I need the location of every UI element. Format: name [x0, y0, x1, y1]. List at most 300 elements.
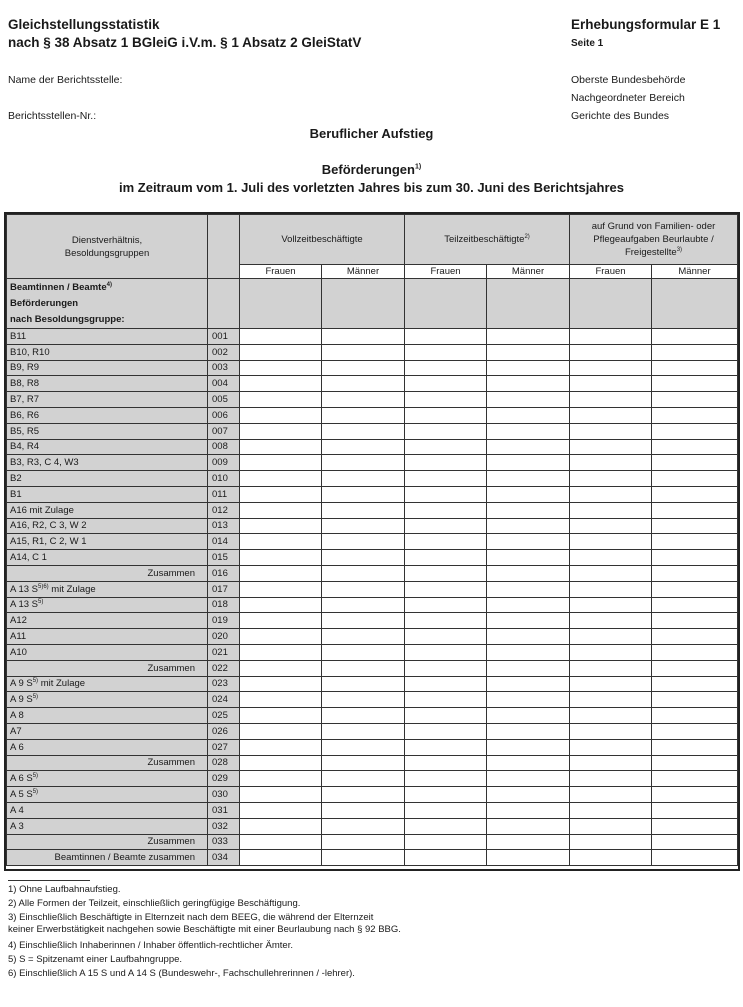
- row-code: 009: [208, 455, 240, 471]
- input-cell-vollzeit-frauen[interactable]: [240, 787, 322, 803]
- row-code: 019: [208, 613, 240, 629]
- input-cell-beurlaubte-frauen[interactable]: [570, 660, 652, 676]
- input-cell-beurlaubte-maenner[interactable]: [652, 850, 738, 866]
- subheader-vollzeit-maenner: Männer: [322, 265, 405, 279]
- table-row: [7, 407, 738, 423]
- input-cell-beurlaubte-frauen[interactable]: [570, 613, 652, 629]
- input-cell-vollzeit-frauen[interactable]: [240, 676, 322, 692]
- input-cell-beurlaubte-maenner[interactable]: [652, 755, 738, 771]
- authority-option-gerichte[interactable]: Gerichte des Bundes: [571, 110, 670, 122]
- input-cell-beurlaubte-frauen[interactable]: [570, 392, 652, 408]
- input-cell-vollzeit-maenner[interactable]: [322, 771, 405, 787]
- input-cell-teilzeit-frauen[interactable]: [405, 344, 487, 360]
- section-heading-cell: [405, 279, 487, 329]
- input-cell-teilzeit-frauen[interactable]: [405, 597, 487, 613]
- input-cell-teilzeit-maenner[interactable]: [487, 550, 570, 566]
- input-cell-vollzeit-maenner[interactable]: [322, 739, 405, 755]
- input-cell-beurlaubte-maenner[interactable]: [652, 392, 738, 408]
- input-cell-teilzeit-maenner[interactable]: [487, 329, 570, 345]
- subheader-vollzeit-frauen: Frauen: [240, 265, 322, 279]
- footnote-2: 2) Alle Formen der Teilzeit, einschließlich geringfügige Beschäftigung.: [8, 898, 301, 909]
- input-cell-vollzeit-maenner[interactable]: [322, 407, 405, 423]
- row-code: 023: [208, 676, 240, 692]
- row-label: Beamtinnen / Beamte zusammen: [7, 850, 208, 866]
- promotions-table: [6, 214, 738, 866]
- input-cell-teilzeit-maenner[interactable]: [487, 376, 570, 392]
- input-cell-teilzeit-frauen[interactable]: [405, 613, 487, 629]
- input-cell-vollzeit-maenner[interactable]: [322, 502, 405, 518]
- input-cell-teilzeit-maenner[interactable]: [487, 771, 570, 787]
- row-code: 025: [208, 708, 240, 724]
- row-label: Zusammen: [7, 755, 208, 771]
- input-cell-teilzeit-frauen[interactable]: [405, 660, 487, 676]
- input-cell-teilzeit-frauen[interactable]: [405, 708, 487, 724]
- input-cell-beurlaubte-frauen[interactable]: [570, 676, 652, 692]
- input-cell-teilzeit-maenner[interactable]: [487, 644, 570, 660]
- input-cell-beurlaubte-maenner[interactable]: [652, 708, 738, 724]
- input-cell-vollzeit-maenner[interactable]: [322, 550, 405, 566]
- input-cell-beurlaubte-frauen[interactable]: [570, 423, 652, 439]
- input-cell-beurlaubte-frauen[interactable]: [570, 597, 652, 613]
- input-cell-vollzeit-maenner[interactable]: [322, 629, 405, 645]
- section-heading-cell: [570, 279, 652, 329]
- row-label: A 13 $S^{5)6)}$ mit Zulage: [7, 581, 208, 597]
- footnote-6: 6) Einschließlich A 15 S und A 14 S (Bundeswehr-, Fachschullehrerinnen / -lehrer).: [8, 968, 355, 979]
- input-cell-beurlaubte-frauen[interactable]: [570, 802, 652, 818]
- input-cell-teilzeit-frauen[interactable]: [405, 739, 487, 755]
- input-cell-beurlaubte-maenner[interactable]: [652, 423, 738, 439]
- row-code: 001: [208, 329, 240, 345]
- input-cell-vollzeit-frauen[interactable]: [240, 518, 322, 534]
- input-cell-beurlaubte-maenner[interactable]: [652, 329, 738, 345]
- input-cell-teilzeit-frauen[interactable]: [405, 407, 487, 423]
- footnote-5: 5) S = Spitzenamt einer Laufbahngruppe.: [8, 954, 183, 965]
- input-cell-teilzeit-maenner[interactable]: [487, 818, 570, 834]
- footnote-rule: [8, 880, 90, 881]
- row-code: 029: [208, 771, 240, 787]
- row-label: Zusammen: [7, 660, 208, 676]
- input-cell-beurlaubte-frauen[interactable]: [570, 739, 652, 755]
- input-cell-beurlaubte-frauen[interactable]: [570, 787, 652, 803]
- row-label: A16, R2, C 3, W 2: [7, 518, 208, 534]
- input-cell-teilzeit-maenner[interactable]: [487, 407, 570, 423]
- input-cell-teilzeit-frauen[interactable]: [405, 771, 487, 787]
- input-cell-vollzeit-maenner[interactable]: [322, 329, 405, 345]
- input-cell-beurlaubte-maenner[interactable]: [652, 629, 738, 645]
- input-cell-vollzeit-frauen[interactable]: [240, 692, 322, 708]
- input-cell-beurlaubte-maenner[interactable]: [652, 787, 738, 803]
- table-row: [7, 660, 738, 676]
- input-cell-teilzeit-maenner[interactable]: [487, 802, 570, 818]
- input-cell-vollzeit-maenner[interactable]: [322, 581, 405, 597]
- input-cell-beurlaubte-frauen[interactable]: [570, 376, 652, 392]
- input-cell-vollzeit-maenner[interactable]: [322, 455, 405, 471]
- input-cell-vollzeit-frauen[interactable]: [240, 455, 322, 471]
- input-cell-vollzeit-maenner[interactable]: [322, 692, 405, 708]
- table-row: [7, 802, 738, 818]
- row-label: B5, R5: [7, 423, 208, 439]
- input-cell-vollzeit-frauen[interactable]: [240, 502, 322, 518]
- input-cell-teilzeit-frauen[interactable]: [405, 692, 487, 708]
- input-cell-vollzeit-frauen[interactable]: [240, 581, 322, 597]
- input-cell-beurlaubte-maenner[interactable]: [652, 771, 738, 787]
- row-label: A10: [7, 644, 208, 660]
- input-cell-vollzeit-frauen[interactable]: [240, 660, 322, 676]
- row-label: A 8: [7, 708, 208, 724]
- authority-option-oberste[interactable]: Oberste Bundesbehörde: [571, 74, 686, 86]
- table-row: [7, 550, 738, 566]
- input-cell-vollzeit-maenner[interactable]: [322, 787, 405, 803]
- input-cell-beurlaubte-frauen[interactable]: [570, 723, 652, 739]
- row-code: 033: [208, 834, 240, 850]
- form-table-frame: [4, 212, 740, 871]
- input-cell-vollzeit-frauen[interactable]: [240, 739, 322, 755]
- input-cell-teilzeit-maenner[interactable]: [487, 423, 570, 439]
- row-label: B6, R6: [7, 407, 208, 423]
- input-cell-vollzeit-maenner[interactable]: [322, 344, 405, 360]
- section-heading-cell: [487, 279, 570, 329]
- input-cell-beurlaubte-maenner[interactable]: [652, 486, 738, 502]
- input-cell-beurlaubte-maenner[interactable]: [652, 439, 738, 455]
- input-cell-teilzeit-frauen[interactable]: [405, 423, 487, 439]
- input-cell-vollzeit-maenner[interactable]: [322, 755, 405, 771]
- table-row: [7, 787, 738, 803]
- row-label: A 6 $S^{5)}$: [7, 771, 208, 787]
- input-cell-vollzeit-frauen[interactable]: [240, 376, 322, 392]
- row-code: 028: [208, 755, 240, 771]
- table-row: [7, 755, 738, 771]
- input-cell-beurlaubte-maenner[interactable]: [652, 818, 738, 834]
- input-cell-teilzeit-maenner[interactable]: [487, 471, 570, 487]
- input-cell-vollzeit-frauen[interactable]: [240, 329, 322, 345]
- input-cell-teilzeit-frauen[interactable]: [405, 392, 487, 408]
- input-cell-beurlaubte-frauen[interactable]: [570, 407, 652, 423]
- input-cell-teilzeit-maenner[interactable]: [487, 502, 570, 518]
- input-cell-beurlaubte-maenner[interactable]: [652, 550, 738, 566]
- section-heading-cell: [652, 279, 738, 329]
- row-code: 010: [208, 471, 240, 487]
- row-code: 005: [208, 392, 240, 408]
- input-cell-teilzeit-frauen[interactable]: [405, 455, 487, 471]
- input-cell-beurlaubte-frauen[interactable]: [570, 755, 652, 771]
- input-cell-teilzeit-maenner[interactable]: [487, 708, 570, 724]
- input-cell-vollzeit-maenner[interactable]: [322, 471, 405, 487]
- input-cell-vollzeit-frauen[interactable]: [240, 534, 322, 550]
- input-cell-beurlaubte-maenner[interactable]: [652, 360, 738, 376]
- input-cell-teilzeit-maenner[interactable]: [487, 723, 570, 739]
- input-cell-beurlaubte-frauen[interactable]: [570, 518, 652, 534]
- input-cell-vollzeit-maenner[interactable]: [322, 376, 405, 392]
- input-cell-beurlaubte-maenner[interactable]: [652, 565, 738, 581]
- input-cell-teilzeit-frauen[interactable]: [405, 850, 487, 866]
- input-cell-beurlaubte-frauen[interactable]: [570, 581, 652, 597]
- subheader-teilzeit-maenner: Männer: [487, 265, 570, 279]
- input-cell-beurlaubte-maenner[interactable]: [652, 502, 738, 518]
- input-cell-teilzeit-frauen[interactable]: [405, 502, 487, 518]
- input-cell-teilzeit-maenner[interactable]: [487, 676, 570, 692]
- row-label: A 9 $S^{5)}$: [7, 692, 208, 708]
- input-cell-beurlaubte-frauen[interactable]: [570, 644, 652, 660]
- col-header-dienstverhaeltnis: Dienstverhältnis, Besoldungsgruppen: [7, 215, 208, 279]
- input-cell-teilzeit-maenner[interactable]: [487, 787, 570, 803]
- table-row: [7, 676, 738, 692]
- input-cell-teilzeit-frauen[interactable]: [405, 581, 487, 597]
- input-cell-beurlaubte-maenner[interactable]: [652, 644, 738, 660]
- input-cell-vollzeit-maenner[interactable]: [322, 676, 405, 692]
- input-cell-beurlaubte-frauen[interactable]: [570, 834, 652, 850]
- input-cell-teilzeit-frauen[interactable]: [405, 471, 487, 487]
- row-label: A 5 $S^{5)}$: [7, 787, 208, 803]
- row-label: B4, R4: [7, 439, 208, 455]
- row-code: 024: [208, 692, 240, 708]
- row-code: 012: [208, 502, 240, 518]
- table-row: [7, 692, 738, 708]
- footnote-1: 1) Ohne Laufbahnaufstieg.: [8, 884, 121, 895]
- row-code: 021: [208, 644, 240, 660]
- input-cell-beurlaubte-frauen[interactable]: [570, 471, 652, 487]
- section-heading-code: [208, 279, 240, 329]
- input-cell-vollzeit-frauen[interactable]: [240, 771, 322, 787]
- row-code: 006: [208, 407, 240, 423]
- row-code: 017: [208, 581, 240, 597]
- input-cell-vollzeit-frauen[interactable]: [240, 755, 322, 771]
- input-cell-vollzeit-maenner[interactable]: [322, 518, 405, 534]
- input-cell-teilzeit-frauen[interactable]: [405, 534, 487, 550]
- section-heading-cell: [240, 279, 322, 329]
- input-cell-teilzeit-maenner[interactable]: [487, 834, 570, 850]
- input-cell-beurlaubte-maenner[interactable]: [652, 660, 738, 676]
- input-cell-teilzeit-frauen[interactable]: [405, 376, 487, 392]
- input-cell-beurlaubte-frauen[interactable]: [570, 329, 652, 345]
- input-cell-vollzeit-maenner[interactable]: [322, 850, 405, 866]
- input-cell-beurlaubte-frauen[interactable]: [570, 439, 652, 455]
- row-label: B10, R10: [7, 344, 208, 360]
- input-cell-teilzeit-maenner[interactable]: [487, 739, 570, 755]
- row-label: B1: [7, 486, 208, 502]
- input-cell-vollzeit-frauen[interactable]: [240, 392, 322, 408]
- input-cell-teilzeit-maenner[interactable]: [487, 660, 570, 676]
- input-cell-teilzeit-frauen[interactable]: [405, 818, 487, 834]
- row-code: 004: [208, 376, 240, 392]
- input-cell-teilzeit-frauen[interactable]: [405, 787, 487, 803]
- input-cell-beurlaubte-maenner[interactable]: [652, 471, 738, 487]
- input-cell-teilzeit-maenner[interactable]: [487, 581, 570, 597]
- input-cell-teilzeit-maenner[interactable]: [487, 629, 570, 645]
- col-header-vollzeit: Vollzeitbeschäftigte: [240, 215, 405, 265]
- input-cell-beurlaubte-frauen[interactable]: [570, 565, 652, 581]
- input-cell-vollzeit-maenner[interactable]: [322, 597, 405, 613]
- input-cell-beurlaubte-maenner[interactable]: [652, 518, 738, 534]
- input-cell-vollzeit-maenner[interactable]: [322, 423, 405, 439]
- section-heading-cell: [322, 279, 405, 329]
- input-cell-vollzeit-maenner[interactable]: [322, 392, 405, 408]
- row-code: 003: [208, 360, 240, 376]
- input-cell-vollzeit-frauen[interactable]: [240, 644, 322, 660]
- input-cell-vollzeit-frauen[interactable]: [240, 723, 322, 739]
- input-cell-beurlaubte-maenner[interactable]: [652, 613, 738, 629]
- table-row: [7, 439, 738, 455]
- input-cell-beurlaubte-maenner[interactable]: [652, 376, 738, 392]
- table-row: [7, 850, 738, 866]
- input-cell-vollzeit-frauen[interactable]: [240, 597, 322, 613]
- input-cell-teilzeit-frauen[interactable]: [405, 360, 487, 376]
- row-code: 016: [208, 565, 240, 581]
- table-row: [7, 597, 738, 613]
- input-cell-vollzeit-frauen[interactable]: [240, 850, 322, 866]
- input-cell-teilzeit-maenner[interactable]: [487, 534, 570, 550]
- input-cell-vollzeit-frauen[interactable]: [240, 550, 322, 566]
- form-title-line2: nach § 38 Absatz 1 BGleiG i.V.m. § 1 Absatz 2 GleiStatV: [8, 35, 362, 50]
- table-row: [7, 771, 738, 787]
- table-row: [7, 644, 738, 660]
- input-cell-beurlaubte-frauen[interactable]: [570, 455, 652, 471]
- input-cell-vollzeit-maenner[interactable]: [322, 708, 405, 724]
- row-label: A14, C 1: [7, 550, 208, 566]
- table-row: [7, 471, 738, 487]
- table-row: [7, 518, 738, 534]
- table-row: [7, 360, 738, 376]
- footnote-4: 4) Einschließlich Inhaberinnen / Inhaber öffentlich-rechtlicher Ämter.: [8, 940, 293, 951]
- table-row: [7, 629, 738, 645]
- table-row: [7, 565, 738, 581]
- row-label: A 9 $S^{5)}$ mit Zulage: [7, 676, 208, 692]
- input-cell-vollzeit-frauen[interactable]: [240, 565, 322, 581]
- input-cell-beurlaubte-maenner[interactable]: [652, 676, 738, 692]
- input-cell-vollzeit-frauen[interactable]: [240, 802, 322, 818]
- input-cell-vollzeit-frauen[interactable]: [240, 629, 322, 645]
- input-cell-beurlaubte-maenner[interactable]: [652, 581, 738, 597]
- input-cell-beurlaubte-frauen[interactable]: [570, 771, 652, 787]
- input-cell-beurlaubte-maenner[interactable]: [652, 455, 738, 471]
- row-code: 011: [208, 486, 240, 502]
- input-cell-vollzeit-maenner[interactable]: [322, 613, 405, 629]
- input-cell-vollzeit-frauen[interactable]: [240, 471, 322, 487]
- row-label: A 6: [7, 739, 208, 755]
- input-cell-beurlaubte-maenner[interactable]: [652, 723, 738, 739]
- input-cell-vollzeit-frauen[interactable]: [240, 344, 322, 360]
- input-cell-vollzeit-frauen[interactable]: [240, 360, 322, 376]
- input-cell-vollzeit-frauen[interactable]: [240, 407, 322, 423]
- input-cell-beurlaubte-maenner[interactable]: [652, 802, 738, 818]
- input-cell-vollzeit-maenner[interactable]: [322, 723, 405, 739]
- input-cell-beurlaubte-maenner[interactable]: [652, 534, 738, 550]
- input-cell-teilzeit-maenner[interactable]: [487, 486, 570, 502]
- input-cell-teilzeit-frauen[interactable]: [405, 723, 487, 739]
- input-cell-vollzeit-maenner[interactable]: [322, 818, 405, 834]
- input-cell-beurlaubte-frauen[interactable]: [570, 708, 652, 724]
- authority-option-nachgeordnet[interactable]: Nachgeordneter Bereich: [571, 92, 685, 104]
- input-cell-teilzeit-maenner[interactable]: [487, 392, 570, 408]
- input-cell-teilzeit-frauen[interactable]: [405, 439, 487, 455]
- input-cell-vollzeit-maenner[interactable]: [322, 360, 405, 376]
- input-cell-vollzeit-maenner[interactable]: [322, 439, 405, 455]
- input-cell-vollzeit-frauen[interactable]: [240, 423, 322, 439]
- input-cell-teilzeit-maenner[interactable]: [487, 597, 570, 613]
- input-cell-beurlaubte-frauen[interactable]: [570, 486, 652, 502]
- input-cell-teilzeit-maenner[interactable]: [487, 439, 570, 455]
- table-row: [7, 486, 738, 502]
- input-cell-teilzeit-frauen[interactable]: [405, 329, 487, 345]
- input-cell-vollzeit-maenner[interactable]: [322, 834, 405, 850]
- table-row: [7, 818, 738, 834]
- input-cell-beurlaubte-frauen[interactable]: [570, 818, 652, 834]
- input-cell-beurlaubte-frauen[interactable]: [570, 629, 652, 645]
- input-cell-teilzeit-frauen[interactable]: [405, 629, 487, 645]
- table-row: [7, 581, 738, 597]
- row-label: A 3: [7, 818, 208, 834]
- input-cell-teilzeit-frauen[interactable]: [405, 550, 487, 566]
- input-cell-teilzeit-frauen[interactable]: [405, 676, 487, 692]
- input-cell-teilzeit-frauen[interactable]: [405, 644, 487, 660]
- row-code: 007: [208, 423, 240, 439]
- input-cell-teilzeit-maenner[interactable]: [487, 455, 570, 471]
- input-cell-beurlaubte-maenner[interactable]: [652, 597, 738, 613]
- input-cell-beurlaubte-frauen[interactable]: [570, 360, 652, 376]
- input-cell-beurlaubte-frauen[interactable]: [570, 692, 652, 708]
- input-cell-teilzeit-frauen[interactable]: [405, 834, 487, 850]
- input-cell-teilzeit-maenner[interactable]: [487, 692, 570, 708]
- input-cell-beurlaubte-maenner[interactable]: [652, 692, 738, 708]
- input-cell-teilzeit-frauen[interactable]: [405, 802, 487, 818]
- input-cell-teilzeit-maenner[interactable]: [487, 850, 570, 866]
- table-row: [7, 534, 738, 550]
- row-code: 022: [208, 660, 240, 676]
- subheader-teilzeit-frauen: Frauen: [405, 265, 487, 279]
- input-cell-vollzeit-maenner[interactable]: [322, 534, 405, 550]
- input-cell-beurlaubte-frauen[interactable]: [570, 550, 652, 566]
- subheader-beurlaubte-frauen: Frauen: [570, 265, 652, 279]
- input-cell-teilzeit-maenner[interactable]: [487, 565, 570, 581]
- input-cell-beurlaubte-frauen[interactable]: [570, 344, 652, 360]
- input-cell-vollzeit-frauen[interactable]: [240, 439, 322, 455]
- input-cell-teilzeit-maenner[interactable]: [487, 518, 570, 534]
- input-cell-vollzeit-maenner[interactable]: [322, 486, 405, 502]
- row-label: A12: [7, 613, 208, 629]
- input-cell-vollzeit-frauen[interactable]: [240, 834, 322, 850]
- input-cell-teilzeit-maenner[interactable]: [487, 613, 570, 629]
- input-cell-teilzeit-maenner[interactable]: [487, 755, 570, 771]
- input-cell-beurlaubte-maenner[interactable]: [652, 739, 738, 755]
- table-row: [7, 376, 738, 392]
- input-cell-teilzeit-maenner[interactable]: [487, 344, 570, 360]
- input-cell-vollzeit-frauen[interactable]: [240, 708, 322, 724]
- input-cell-beurlaubte-frauen[interactable]: [570, 850, 652, 866]
- input-cell-beurlaubte-frauen[interactable]: [570, 502, 652, 518]
- row-label: A15, R1, C 2, W 1: [7, 534, 208, 550]
- input-cell-vollzeit-frauen[interactable]: [240, 818, 322, 834]
- input-cell-teilzeit-frauen[interactable]: [405, 755, 487, 771]
- input-cell-teilzeit-frauen[interactable]: [405, 518, 487, 534]
- input-cell-teilzeit-frauen[interactable]: [405, 565, 487, 581]
- reporting-office-number-label: Berichtsstellen-Nr.:: [8, 110, 97, 122]
- input-cell-beurlaubte-maenner[interactable]: [652, 344, 738, 360]
- input-cell-teilzeit-maenner[interactable]: [487, 360, 570, 376]
- table-row: [7, 502, 738, 518]
- input-cell-beurlaubte-maenner[interactable]: [652, 407, 738, 423]
- row-code: 008: [208, 439, 240, 455]
- input-cell-vollzeit-maenner[interactable]: [322, 802, 405, 818]
- input-cell-vollzeit-maenner[interactable]: [322, 644, 405, 660]
- input-cell-vollzeit-frauen[interactable]: [240, 486, 322, 502]
- input-cell-teilzeit-frauen[interactable]: [405, 486, 487, 502]
- input-cell-vollzeit-frauen[interactable]: [240, 613, 322, 629]
- input-cell-beurlaubte-maenner[interactable]: [652, 834, 738, 850]
- input-cell-vollzeit-maenner[interactable]: [322, 660, 405, 676]
- input-cell-vollzeit-maenner[interactable]: [322, 565, 405, 581]
- form-title-line1: Gleichstellungsstatistik: [8, 17, 160, 32]
- input-cell-beurlaubte-frauen[interactable]: [570, 534, 652, 550]
- row-label: B2: [7, 471, 208, 487]
